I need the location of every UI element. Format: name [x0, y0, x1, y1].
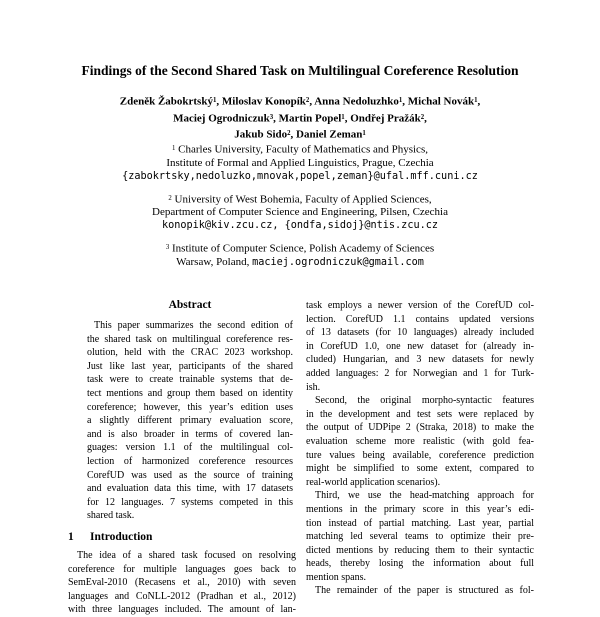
text-segment: , Ondřej Pražák [344, 112, 421, 125]
section-heading-introduction [68, 531, 296, 543]
text-segment: University of West Bohemia, Faculty of Applied Sciences, [171, 193, 432, 206]
email-text: maciej.ogrodniczuk@gmail.com [252, 256, 424, 268]
right-column-text [306, 297, 534, 598]
superscript: 1 [212, 97, 217, 104]
text-line: in CorefUD 1.0, one new dataset for (already in- [306, 340, 534, 352]
text-line: with three languages included. The amount of lan- [68, 604, 296, 616]
abstract-text [87, 319, 293, 523]
text-segment: Department of Computer Science and Engineering, Pilsen, Czechia [152, 206, 448, 219]
text-line [30, 157, 570, 170]
paragraph [306, 299, 534, 394]
text-line: dicted mentions by reducing them to their syntactic [306, 544, 534, 556]
paper-title: Findings of the Second Shared Task on Multilingual Coreference Resolution [81, 63, 519, 78]
text-segment: , Martin Popel [273, 112, 342, 125]
affiliation-block [30, 142, 570, 278]
left-column [68, 297, 296, 617]
text-segment: Maciej Ogrodniczuk [173, 112, 270, 125]
abstract-heading-wrap [87, 299, 293, 311]
text-line: mentions in the primary score in this year’s edi- [306, 503, 534, 515]
text-line: ish. [306, 381, 321, 393]
text-segment: Institute of Formal and Applied Linguistics, Prague, Czechia [166, 156, 434, 169]
text-segment: Zdeněk Žabokrtský [119, 95, 213, 108]
text-line: The idea of a shared task focused on resolving [77, 549, 296, 561]
text-line [30, 93, 570, 110]
text-line [30, 256, 570, 269]
text-line: heads, thereby losing the information about full [306, 558, 534, 570]
superscript: 1 [172, 145, 176, 152]
text-line: task were to create trainable systems that de- [87, 374, 293, 386]
text-line [30, 219, 570, 232]
text-line: added languages: 2 for Norwegian and 1 for Turk- [306, 367, 534, 379]
text-line: languages and CoNLL-2012 (Pradhan et al., 2012) [68, 590, 296, 602]
superscript: 3 [269, 113, 274, 121]
text-segment: Institute of Computer Science, Polish Academy of Sciences [169, 242, 435, 255]
superscript: 2 [168, 194, 172, 202]
text-line: ture values being available, coreference prediction [306, 449, 534, 461]
superscript: 2 [305, 97, 310, 104]
text-line: coreference for multiple languages goes back to [68, 563, 296, 575]
paragraph [306, 489, 534, 584]
text-segment: , Daniel Zeman [290, 128, 363, 141]
text-line: cluded) Hungarian, and 3 new datasets for newly [306, 354, 534, 366]
text-line: lection of harmonized coreference resources [87, 455, 293, 467]
text-line: a slightly different primary evaluation score, [87, 415, 293, 427]
text-line [30, 110, 570, 127]
text-line: and evaluation data this time, with 17 datasets [87, 483, 293, 495]
text-segment: , Miloslav Konopík [216, 95, 306, 108]
paragraph [87, 319, 293, 523]
text-segment: Charles University, Faculty of Mathematics and Physics, [175, 143, 428, 156]
text-segment: , [477, 95, 481, 108]
affiliation-1 [30, 142, 570, 183]
text-segment: , Michal Novák [402, 95, 475, 108]
paragraph [306, 394, 534, 489]
affiliation-2 [30, 192, 570, 233]
text-line: the output of UDPipe 2 (Straka, 2018) to make the [306, 422, 534, 434]
superscript: 3 [165, 244, 170, 252]
text-line: and is also broader in terms of covered lan- [87, 428, 293, 440]
text-line: olution, held with the CRAC 2023 workshop. [87, 347, 293, 359]
text-line: guages: version 1.1 of the multilingual col- [87, 442, 293, 454]
email-text: konopik@kiv.zcu.cz, {ondfa,sidoj}@ntis.zcu.cz [161, 220, 438, 232]
superscript: 1 [362, 130, 366, 138]
text-line: lection. CorefUD 1.1 contains updated versions [306, 313, 534, 325]
text-line: of 13 datasets (for 10 languages) already included [306, 327, 534, 339]
text-line: Second, the original morpho-syntactic features [315, 395, 534, 407]
text-line: CorefUD was used as the source of training [87, 469, 293, 481]
superscript: 2 [287, 130, 291, 138]
text-line: SemEval-2010 (Recasens et al., 2010) with seven [68, 577, 296, 589]
affiliation-3 [30, 241, 570, 269]
text-line [30, 206, 570, 219]
text-line: task employs a newer version of the CorefUD col- [306, 300, 534, 311]
text-segment: , Anna Nedoluzhko [309, 95, 399, 108]
text-line: Just like last year, participants of the shared [87, 360, 293, 372]
text-line: The remainder of the paper is structured as fol- [315, 585, 534, 597]
text-line: evaluation scheme more realistic (with gold fea- [306, 435, 534, 447]
text-line [30, 142, 570, 157]
superscript: 1 [341, 113, 345, 121]
text-line: in the development and test sets were replaced by [306, 408, 534, 420]
paragraph [68, 549, 296, 617]
superscript: 1 [398, 97, 403, 104]
section-title: Introduction [90, 530, 153, 543]
right-column [306, 297, 534, 598]
text-line: tect mentions and group them based on identity [87, 387, 293, 399]
superscript: 2 [420, 113, 425, 121]
text-line [30, 170, 570, 183]
paragraph [306, 584, 534, 598]
text-line [30, 241, 570, 256]
abstract-heading: Abstract [168, 299, 212, 311]
superscript: 1 [474, 97, 478, 104]
text-line: tion instead of partial matching. Last year, partial [306, 517, 534, 529]
text-line: mention spans. [306, 571, 366, 583]
section-number: 1 [68, 530, 74, 543]
text-segment: Warsaw, Poland, [176, 255, 253, 268]
text-line: This paper summarizes the second edition of [94, 320, 293, 331]
text-line: Third, we use the head-matching approach for [315, 490, 534, 502]
text-line: matching led several teams to optimize their pre- [306, 531, 534, 543]
text-line: for 12 languages. 7 systems competed in this [87, 496, 293, 508]
text-line: shared task. [87, 510, 135, 522]
text-line [30, 192, 570, 207]
text-line: coreference; however, this year’s edition uses [87, 401, 293, 413]
text-segment: , [424, 112, 427, 125]
text-line: might be simplified to some extent, compared to [306, 463, 534, 475]
author-block [30, 93, 570, 143]
introduction-text [68, 549, 296, 617]
text-line [30, 126, 570, 143]
text-segment: Jakub Sido [234, 128, 288, 141]
text-line: the shared task on multilingual coreference res- [87, 333, 293, 345]
text-line: real-world application scenarios). [306, 476, 441, 488]
email-text: {zabokrtsky,nedoluzko,mnovak,popel,zeman}@ufal.mff.cuni.cz [122, 170, 478, 182]
